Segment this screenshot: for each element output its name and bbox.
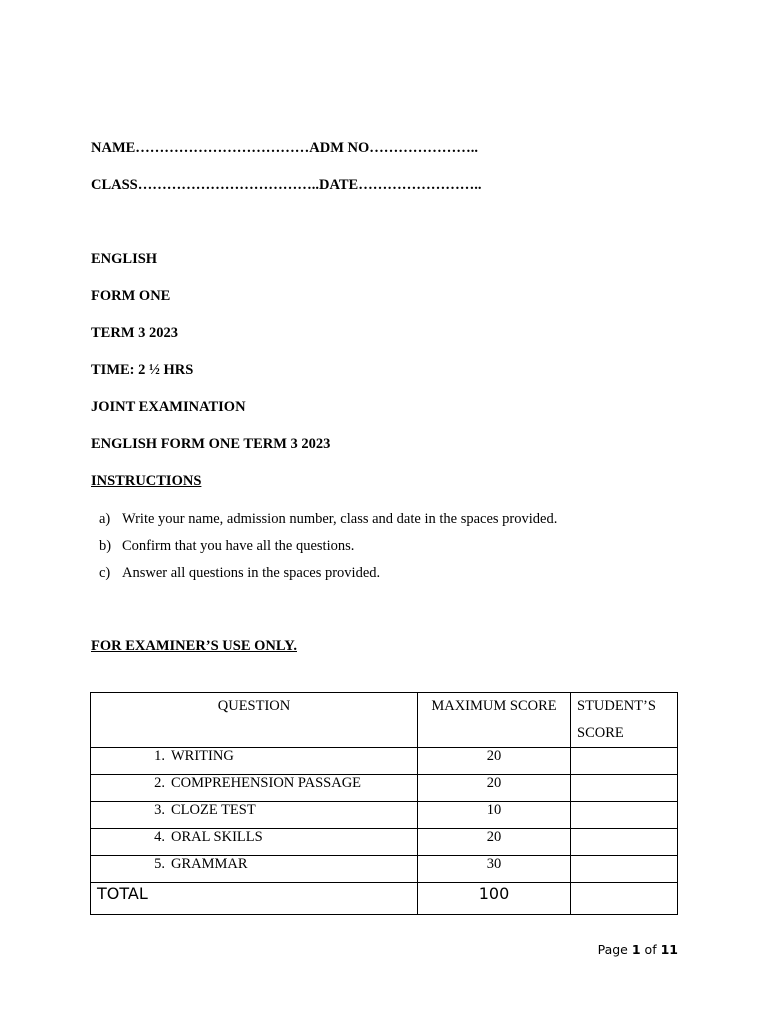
examiner-heading: FOR EXAMINER’S USE ONLY. <box>91 638 297 654</box>
student-score-cell[interactable] <box>571 802 678 829</box>
table-row <box>91 829 678 856</box>
table-header-row <box>91 693 678 748</box>
form-label: FORM ONE <box>91 288 171 304</box>
max-score-cell: 30 <box>418 856 571 883</box>
total-label: TOTAL <box>91 883 418 915</box>
of-word: of <box>644 942 657 957</box>
table-row <box>91 856 678 883</box>
student-score-cell[interactable] <box>571 748 678 775</box>
current-page-number: 1 <box>631 942 641 957</box>
question-name: CLOZE TEST <box>171 802 256 818</box>
question-cell <box>91 856 418 883</box>
instruction-text: Answer all questions in the spaces provided. <box>122 565 381 581</box>
exam-type-label: JOINT EXAMINATION <box>91 399 246 415</box>
instruction-text: Write your name, admission number, class and date in the spaces provided. <box>122 511 558 527</box>
question-name: GRAMMAR <box>171 856 248 872</box>
term-label: TERM 3 2023 <box>91 325 178 341</box>
page-word: Page <box>597 942 628 957</box>
total-page-count: 11 <box>660 942 678 957</box>
table-row <box>91 802 678 829</box>
subject-label: ENGLISH <box>91 251 158 267</box>
instruction-item <box>99 538 354 555</box>
instructions-heading: INSTRUCTIONS <box>91 473 202 489</box>
instruction-item <box>99 511 557 528</box>
question-name: WRITING <box>171 748 234 764</box>
column-header-question: QUESTION <box>91 693 418 748</box>
total-max-score: 100 <box>418 883 571 915</box>
question-cell <box>91 829 418 856</box>
column-header-max-score: MAXIMUM SCORE <box>418 693 571 748</box>
question-cell <box>91 802 418 829</box>
time-label: TIME: 2 ½ HRS <box>91 362 194 378</box>
student-score-cell[interactable] <box>571 775 678 802</box>
instruction-marker: a) <box>99 511 111 527</box>
max-score-cell: 20 <box>418 775 571 802</box>
name-adm-line: NAME………………………………ADM NO………………….. <box>91 140 479 156</box>
question-name: COMPREHENSION PASSAGE <box>171 775 362 791</box>
question-number: 5. <box>154 856 165 872</box>
instruction-text: Confirm that you have all the questions. <box>122 538 355 554</box>
total-row <box>91 883 678 915</box>
question-number: 4. <box>154 829 165 845</box>
max-score-cell: 20 <box>418 748 571 775</box>
question-cell <box>91 748 418 775</box>
table-row <box>91 775 678 802</box>
max-score-cell: 20 <box>418 829 571 856</box>
page-counter <box>598 942 678 957</box>
class-date-line: CLASS………………………………..DATE…………………….. <box>91 177 482 193</box>
question-cell <box>91 775 418 802</box>
table-row <box>91 748 678 775</box>
instruction-marker: b) <box>99 538 112 554</box>
instruction-item <box>99 565 380 582</box>
student-score-cell[interactable] <box>571 829 678 856</box>
student-score-cell[interactable] <box>571 856 678 883</box>
question-name: ORAL SKILLS <box>171 829 263 845</box>
max-score-cell: 10 <box>418 802 571 829</box>
question-number: 3. <box>154 802 165 818</box>
full-title: ENGLISH FORM ONE TERM 3 2023 <box>91 436 331 452</box>
column-header-student-score: STUDENT’S SCORE <box>571 693 678 748</box>
score-table <box>90 692 678 915</box>
question-number: 1. <box>154 748 165 764</box>
total-student-score[interactable] <box>571 883 678 915</box>
question-number: 2. <box>154 775 165 791</box>
instruction-marker: c) <box>99 565 111 581</box>
